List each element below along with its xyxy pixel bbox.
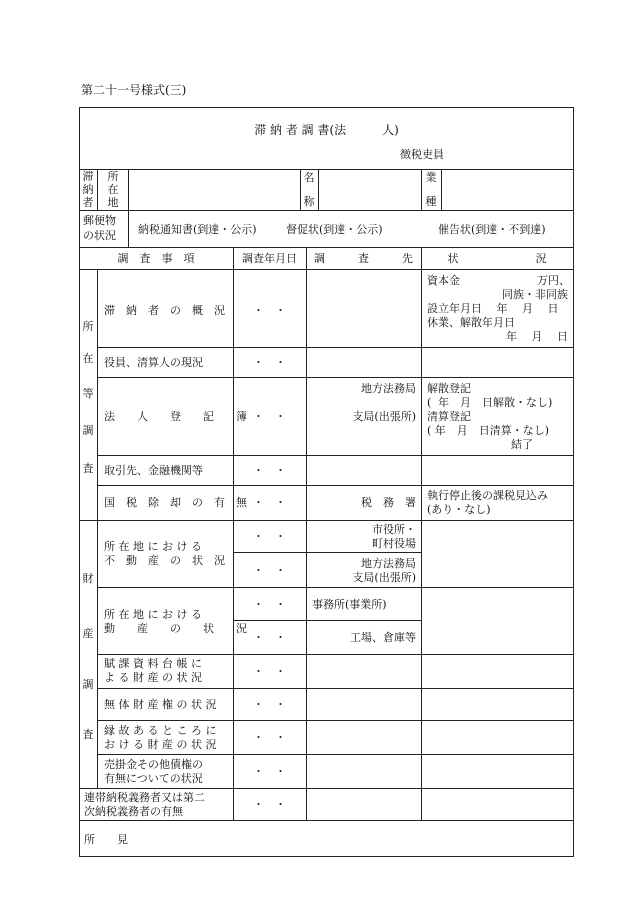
location-label-4: 調 [82, 424, 94, 437]
status-tax-estimate-option: (あり・なし) [427, 503, 491, 516]
item-intangible: 無 体 財 産 権 の 状 況 [104, 698, 217, 711]
destination-branch-2: 支局(出張所) [352, 571, 416, 584]
property-label-2: 産 [82, 627, 94, 640]
status-dissolution-reg: 解散登記 [427, 382, 471, 395]
rule [97, 347, 574, 348]
business-label-2: 種 [425, 195, 437, 208]
column-header-destination: 調 査 先 [314, 252, 413, 265]
property-label-3: 調 [82, 678, 94, 691]
rule [79, 856, 574, 857]
mail-reminder-letter: 催告状(到達・不到達) [438, 223, 546, 236]
column-header-status: 状 況 [447, 252, 547, 265]
location-label-5: 査 [82, 462, 94, 475]
rule [79, 269, 574, 270]
item-joint-liability-1: 連帯納税義務者又は第二 [84, 791, 205, 804]
date-dots: ・ ・ [253, 464, 286, 477]
rule [97, 720, 574, 721]
item-overview: 滞 納 者 の 概 況 [104, 304, 225, 317]
rule [97, 269, 98, 788]
rule [97, 754, 574, 755]
destination-office: 事務所(事業所) [312, 598, 387, 611]
item-banks: 取引先、金融機関等 [104, 464, 203, 477]
date-dots: ・ ・ [253, 410, 286, 423]
destination-town-hall: 町村役場 [372, 537, 416, 550]
item-exemption: 国 税 除 却 の 有 無 [104, 496, 247, 509]
rule [573, 107, 574, 857]
mail-demand-letter: 督促状(到達・公示) [286, 223, 383, 236]
taxpayer-label-1: 滞 [82, 170, 94, 183]
rule [97, 455, 574, 456]
rule [318, 169, 319, 210]
status-completed: 結了 [511, 438, 533, 451]
status-capital: 資本金 万円、 [427, 274, 570, 287]
rule [97, 587, 574, 588]
rule [79, 788, 574, 789]
date-dots: ・ ・ [253, 665, 286, 678]
rule [79, 520, 574, 521]
property-label-1: 財 [82, 572, 94, 585]
item-real-estate-2: 不 動 産 の 状 況 [104, 554, 225, 567]
rule [97, 485, 574, 486]
date-dots: ・ ・ [253, 356, 286, 369]
date-dots: ・ ・ [253, 598, 286, 611]
location-label-2: 在 [82, 352, 94, 365]
destination-tax-office: 税 務 署 [361, 496, 416, 509]
tax-official-label: 徴税吏員 [400, 148, 444, 161]
name-label-2: 称 [303, 195, 315, 208]
destination-legal-affairs-2: 地方法務局 [361, 557, 416, 570]
form-title: 滞 納 者 調 書(法 人) [254, 123, 399, 137]
item-tax-ledger-2: よ る 財 産 の 状 況 [104, 671, 202, 684]
status-dissolution: 休業、解散年月日 [427, 316, 515, 329]
column-header-date: 調査年月日 [242, 252, 297, 265]
location-label-1: 所 [82, 320, 94, 333]
destination-legal-affairs: 地方法務局 [361, 382, 416, 395]
date-dots: ・ ・ [253, 698, 286, 711]
item-relations-1: 縁 故 あ る と こ ろ に [104, 724, 217, 737]
date-dots: ・ ・ [253, 496, 286, 509]
rule [128, 169, 129, 210]
taxpayer-label-2: 納 [82, 183, 94, 196]
date-dots: ・ ・ [253, 731, 286, 744]
item-receivables-2: 有無についての状況 [104, 772, 203, 785]
item-registry: 法 人 登 記 簿 [104, 410, 247, 423]
status-dissolution-reg-date: 年 月 日解散・なし) [438, 396, 553, 409]
property-label-4: 査 [82, 728, 94, 741]
name-label-1: 名 [303, 171, 315, 184]
item-movables-1: 所 在 地 に お け る [104, 608, 202, 621]
rule [79, 247, 574, 248]
opinion-label: 所 見 [84, 833, 128, 846]
rule [97, 377, 574, 378]
item-joint-liability-2: 次納税義務者の有無 [84, 805, 183, 818]
rule [79, 210, 574, 211]
business-label-1: 業 [425, 171, 437, 184]
date-dots: ・ ・ [253, 564, 286, 577]
item-tax-ledger-1: 賦 課 資 料 台 帳 に [104, 657, 202, 670]
date-dots: ・ ・ [253, 631, 286, 644]
address-label-2: 在 [107, 183, 119, 196]
address-label-3: 地 [107, 196, 119, 209]
rule [79, 169, 574, 170]
item-relations-2: お け る 財 産 の 状 況 [104, 738, 217, 751]
rule [128, 210, 129, 247]
rule [79, 107, 574, 108]
date-dots: ・ ・ [253, 798, 286, 811]
status-family: 同族・非同族 [502, 288, 568, 301]
rule [441, 169, 442, 210]
column-header-item: 調 査 事 項 [117, 252, 195, 265]
form-number: 第二十一号様式(三) [81, 83, 187, 97]
status-dissolution-date: 年 月 日 [506, 330, 568, 343]
rule [97, 169, 98, 210]
status-dissolution-reg-paren: ( [427, 396, 432, 409]
rule [233, 620, 421, 621]
item-real-estate-1: 所 在 地 に お け る [104, 540, 202, 553]
rule [233, 552, 421, 553]
status-liquidation-reg-date: ( 年 月 日清算・なし) [427, 424, 550, 437]
mail-status-label-2: の状況 [83, 229, 116, 242]
taxpayer-label-3: 者 [82, 196, 94, 209]
date-dots: ・ ・ [253, 765, 286, 778]
date-dots: ・ ・ [253, 304, 286, 317]
status-tax-estimate: 執行停止後の課税見込み [427, 489, 548, 502]
location-label-3: 等 [82, 387, 94, 400]
destination-factory: 工場、倉庫等 [350, 631, 416, 644]
rule [79, 820, 574, 821]
mail-tax-notice: 納税通知書(到達・公示) [138, 223, 257, 236]
rule [97, 654, 574, 655]
destination-branch: 支局(出張所) [352, 410, 416, 423]
address-label-1: 所 [107, 170, 119, 183]
rule [79, 107, 80, 857]
destination-city-hall: 市役所・ [372, 523, 416, 536]
rule [97, 688, 574, 689]
status-liquidation-reg: 清算登記 [427, 410, 471, 423]
status-established: 設立年月日 年 月 日 [427, 302, 559, 315]
item-officers: 役員、清算人の現況 [104, 356, 203, 369]
date-dots: ・ ・ [253, 530, 286, 543]
mail-status-label-1: 郵便物 [83, 214, 116, 227]
item-movables-2: 動 産 の 状 況 [104, 622, 247, 635]
item-receivables-1: 売掛金その他債権の [104, 758, 203, 771]
